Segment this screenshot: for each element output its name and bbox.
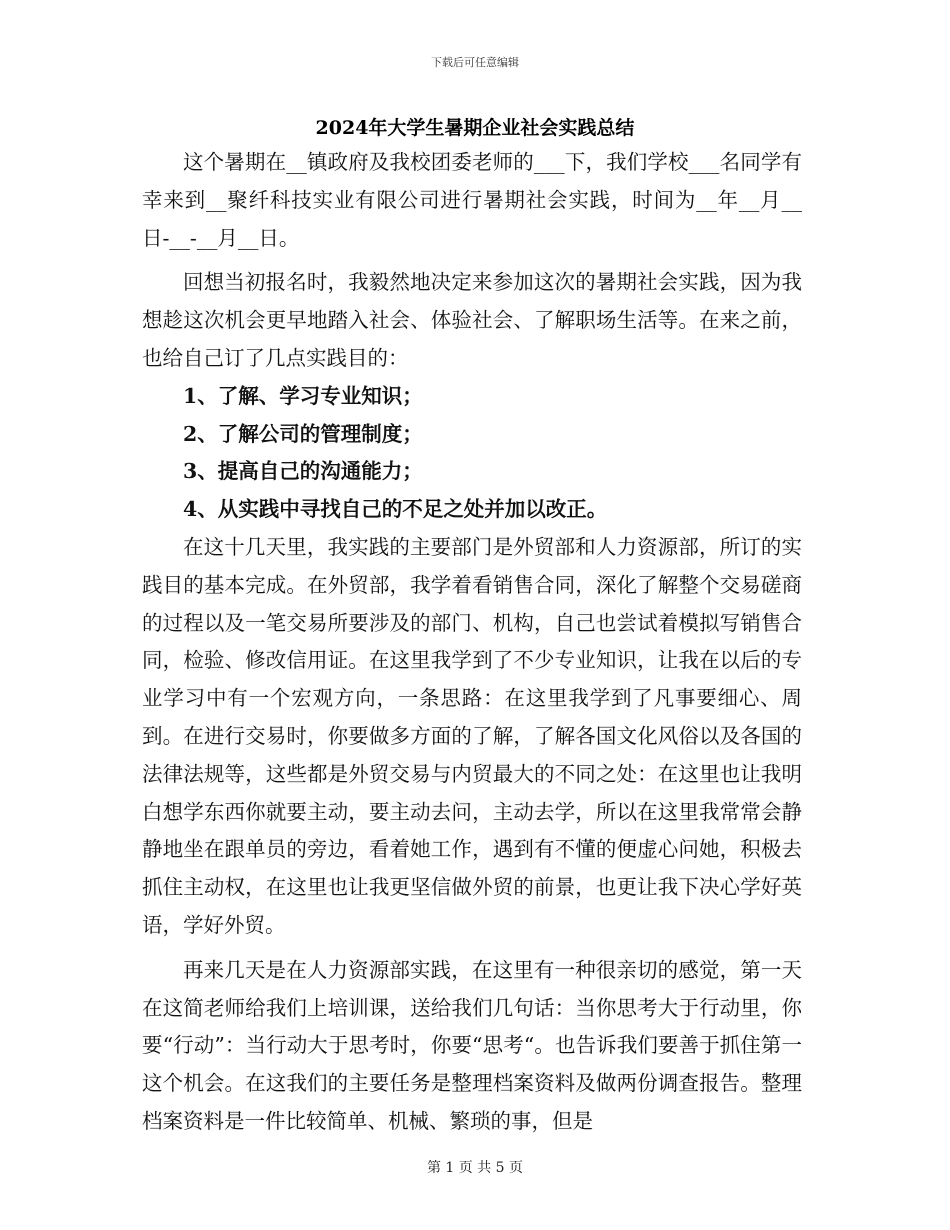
goal-item: 4、从实践中寻找自己的不足之处并加以改正。 <box>183 497 608 522</box>
goal-item: 2、了解公司的管理制度； <box>183 421 423 446</box>
page-header-note: 下载后可任意编辑 <box>431 56 519 69</box>
paragraph-intro: 这个暑期在__镇政府及我校团委老师的___下，我们学校___名同学有幸来到__聚纤科技实业有限公司进行暑期社会实践，时间为__年__月__日-__-__月__日。 <box>142 150 802 250</box>
page-footer-number: 第 1 页 共 5 页 <box>426 1160 524 1176</box>
paragraph-hr: 再来几天是在人力资源部实践，在这里有一种很亲切的感觉，第一天在这简老师给我们上培训课，送给我们几句话：当你思考大于行动里，你要“行动”：当行动大于思考时，你要“思考“。也告诉我们要善于抓住第一这个机会。在这我们的主要任务是整理档案资料及做两份调查报告。整理档案资料是一件比较简单、机械、繁琐的事，但是 <box>142 957 802 1133</box>
goal-item: 3、提高自己的沟通能力； <box>183 459 423 484</box>
document-body <box>142 144 802 1141</box>
paragraph-foreign-trade: 在这十几天里，我实践的主要部门是外贸部和人力资源部，所订的实践目的基本完成。在外贸部，我学着看销售合同，深化了解整个交易磋商的过程以及一笔交易所要涉及的部门、机构，自己也尝试着模拟写销售合同，检验、修改信用证。在这里我学到了不少专业知识，让我在以后的专业学习中有一个宏观方向，一条思路：在这里我学到了凡事要细心、周到。在进行交易时，你要做多方面的了解，了解各国文化风俗以及各国的法律法规等，这些都是外贸交易与内贸最大的不同之处：在这里也让我明白想学东西你就要主动，要主动去问，主动去学，所以在这里我常常会静静地坐在跟单员的旁边，看着她工作，遇到有不懂的便虚心问她，积极去抓住主动权，在这里也让我更坚信做外贸的前景，也更让我下决心学好英语，学好外贸。 <box>142 534 802 937</box>
goal-item: 1、了解、学习专业知识； <box>183 383 423 408</box>
document-title: 2024年大学生暑期企业社会实践总结 <box>315 117 635 139</box>
paragraph-motivation: 回想当初报名时，我毅然地决定来参加这次的暑期社会实践，因为我想趁这次机会更早地踏入社会、体验社会、了解职场生活等。在来之前，也给自己订了几点实践目的： <box>142 270 802 370</box>
